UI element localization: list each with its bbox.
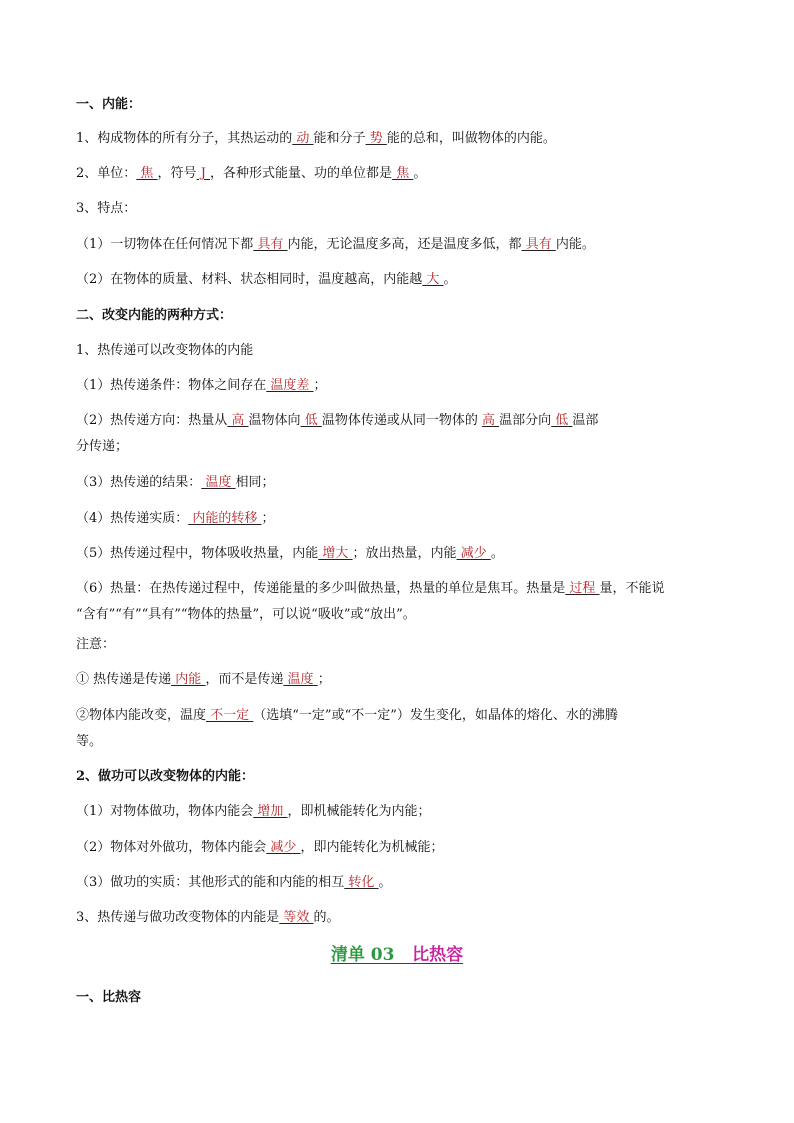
text: （4）热传递实质：	[76, 511, 189, 526]
text: 3、热传递与做功改变物体的内能是	[76, 910, 280, 925]
paragraph-note-2-cont: 等。	[76, 734, 103, 749]
paragraph-ht-condition	[76, 378, 327, 394]
answer-blank: 过程	[565, 581, 600, 596]
answer-blank: 等效	[279, 910, 314, 925]
text: 量，不能说	[599, 581, 665, 596]
answer-blank: 低	[300, 413, 322, 428]
text: 。	[443, 272, 457, 287]
paragraph-heat-quantity	[76, 581, 665, 597]
answer-blank: 转化	[344, 875, 379, 890]
paragraph-heat-transfer: 1、热传递可以改变物体的内能	[76, 343, 254, 358]
text: 温部	[572, 413, 599, 428]
section-title	[0, 944, 794, 966]
title-text: 比热容	[412, 945, 464, 965]
paragraph-ht-direction-cont: 分传递；	[76, 439, 129, 454]
text: 能的总和，叫做物体的内能。	[386, 131, 556, 146]
paragraph-heat-quantity-cont: “含有”“有”“具有”“物体的热量”，可以说“吸收”或“放出”。	[76, 607, 416, 622]
text: （3）做功的实质：其他形式的能和内能的相互	[76, 875, 345, 890]
answer-blank: 高	[481, 413, 500, 428]
title-number: 清单 03	[330, 945, 395, 965]
text: （5）热传递过程中，物体吸收热量，内能	[76, 546, 319, 561]
paragraph-ht-process	[76, 546, 504, 562]
section-heading-specific-heat: 一、比热容	[76, 990, 142, 1005]
paragraph-unit	[76, 166, 426, 182]
text: （2）热传递方向：热量从	[76, 413, 228, 428]
answer-blank: 低	[551, 413, 573, 428]
text: 1、构成物体的所有分子，其热运动的	[76, 131, 293, 146]
text: 。	[490, 546, 504, 561]
text: 。	[413, 166, 427, 181]
answer-blank: 温度	[283, 672, 318, 687]
text: （1）对物体做功，物体内能会	[76, 804, 254, 819]
answer-blank: 增加	[253, 804, 288, 819]
answer-blank: J	[196, 166, 211, 181]
text: ②物体内能改变，温度	[76, 708, 207, 723]
answer-blank: 焦	[392, 166, 414, 181]
paragraph-work-heading: 2、做功可以改变物体的内能：	[76, 769, 255, 784]
paragraph-work-2	[76, 840, 444, 856]
paragraph-note-2	[76, 708, 618, 724]
text: ，而不是传递	[205, 672, 284, 687]
text: 的。	[313, 910, 340, 925]
answer-blank: 动	[292, 131, 314, 146]
note-label: 注意：	[76, 637, 116, 652]
text: 能和分子	[313, 131, 366, 146]
answer-blank: 不一定	[206, 708, 254, 723]
paragraph-features: 3、特点：	[76, 201, 137, 216]
answer-blank: 焦	[136, 166, 158, 181]
text: 内能，无论温度多高，还是温度多低，都	[287, 237, 522, 252]
answer-blank: 高	[227, 413, 249, 428]
answer-blank: 大	[422, 272, 444, 287]
text: 温物体向	[248, 413, 301, 428]
answer-blank: 内能	[171, 672, 206, 687]
text: ① 热传递是传递	[76, 672, 172, 687]
paragraph-ht-essence	[76, 511, 275, 527]
text: ，符号	[157, 166, 197, 181]
text: （6）热量：在热传递过程中，传递能量的多少叫做热量，热量的单位是焦耳。热量是	[76, 581, 566, 596]
paragraph-work-1	[76, 804, 431, 820]
paragraph-equivalence	[76, 910, 340, 926]
text: 相同；	[235, 475, 275, 490]
paragraph-feature-2	[76, 272, 457, 288]
paragraph-work-3	[76, 875, 392, 891]
text: （3）热传递的结果：	[76, 475, 202, 490]
text: ；	[261, 511, 275, 526]
text: ，即内能转化为机械能；	[300, 840, 444, 855]
answer-blank: 减少	[456, 546, 491, 561]
text: 内能。	[555, 237, 595, 252]
text: 温物体传递或从同一物体的	[321, 413, 482, 428]
paragraph-note-1	[76, 672, 331, 688]
text: ；放出热量，内能	[352, 546, 457, 561]
text: （2）在物体的质量、材料、状态相同时，温度越高，内能越	[76, 272, 423, 287]
answer-blank: 减少	[266, 840, 301, 855]
paragraph-feature-1	[76, 237, 595, 253]
section-heading-internal-energy: 一、内能：	[76, 97, 142, 112]
answer-blank: 增大	[318, 546, 353, 561]
answer-blank: 内能的转移	[188, 511, 262, 526]
text: 。	[378, 875, 392, 890]
text: ，各种形式能量、功的单位都是	[210, 166, 393, 181]
paragraph-ht-direction	[76, 413, 598, 429]
answer-blank: 温度	[201, 475, 236, 490]
text: （2）物体对外做功，物体内能会	[76, 840, 267, 855]
text: ；	[317, 672, 331, 687]
answer-blank: 势	[365, 131, 387, 146]
paragraph-definition	[76, 131, 556, 147]
text: ，即机械能转化为内能；	[287, 804, 431, 819]
text: （选填“一定”或“不一定”）发生变化，如晶体的熔化、水的沸腾	[253, 708, 618, 723]
text: ；	[313, 378, 327, 393]
answer-blank: 温度差	[266, 378, 314, 393]
text: 2、单位：	[76, 166, 137, 181]
text: （1）一切物体在任何情况下都	[76, 237, 254, 252]
answer-blank: 具有	[253, 237, 288, 252]
paragraph-ht-result	[76, 475, 275, 491]
text: 温部分向	[499, 413, 552, 428]
answer-blank: 具有	[521, 237, 556, 252]
text: （1）热传递条件：物体之间存在	[76, 378, 267, 393]
section-heading-two-ways: 二、改变内能的两种方式：	[76, 308, 233, 323]
